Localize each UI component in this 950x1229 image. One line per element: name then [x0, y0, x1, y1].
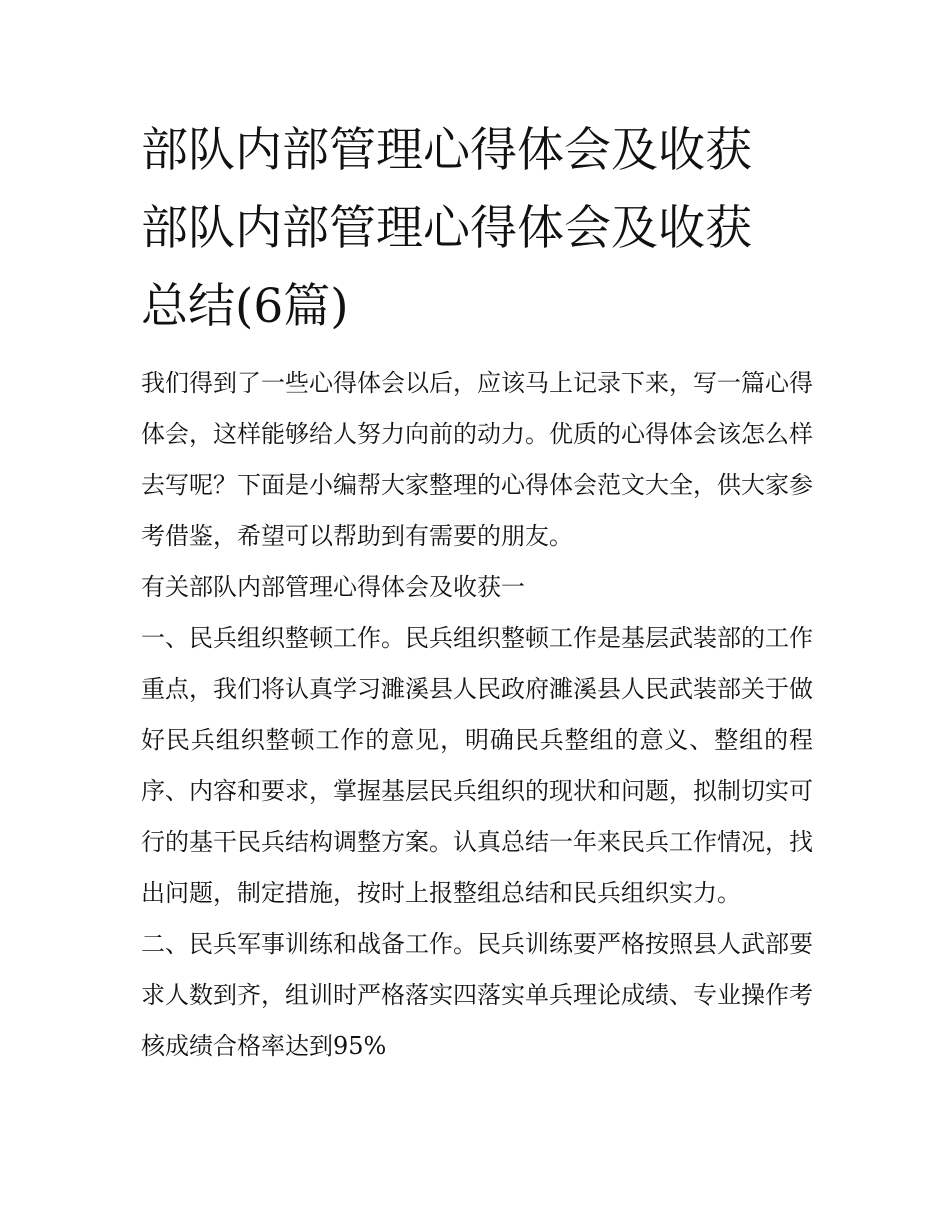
title-line-3: 总结(6篇): [141, 279, 349, 334]
document-body: [141, 358, 813, 1072]
section-heading: 有关部队内部管理心得体会及收获一: [141, 573, 525, 601]
paragraph-militia-training: 二、民兵军事训练和战备工作。民兵训练要严格按照县人武部要求人数到齐，组训时严格落实四落实单兵理论成绩、专业操作考核成绩合格率达到95%: [141, 930, 813, 1060]
paragraph-militia-reorganization: 一、民兵组织整顿工作。民兵组织整顿工作是基层武装部的工作重点，我们将认真学习濉溪县人民政府濉溪县人民武装部关于做好民兵组织整顿工作的意见，明确民兵整组的意义、整组的程序、内容和要求，掌握基层民兵组织的现状和问题，拟制切实可行的基干民兵结构调整方案。认真总结一年来民兵工作情况，找出问题，制定措施，按时上报整组总结和民兵组织实力。: [141, 624, 813, 907]
intro-paragraph: 我们得到了一些心得体会以后，应该马上记录下来，写一篇心得体会，这样能够给人努力向前的动力。优质的心得体会该怎么样去写呢？下面是小编帮大家整理的心得体会范文大全，供大家参考借鉴，希望可以帮助到有需要的朋友。: [141, 369, 813, 550]
document-title: [141, 112, 813, 346]
title-line-2: 部队内部管理心得体会及收获: [141, 201, 752, 256]
title-line-1: 部队内部管理心得体会及收获: [141, 123, 752, 178]
document-page: [141, 112, 813, 1072]
